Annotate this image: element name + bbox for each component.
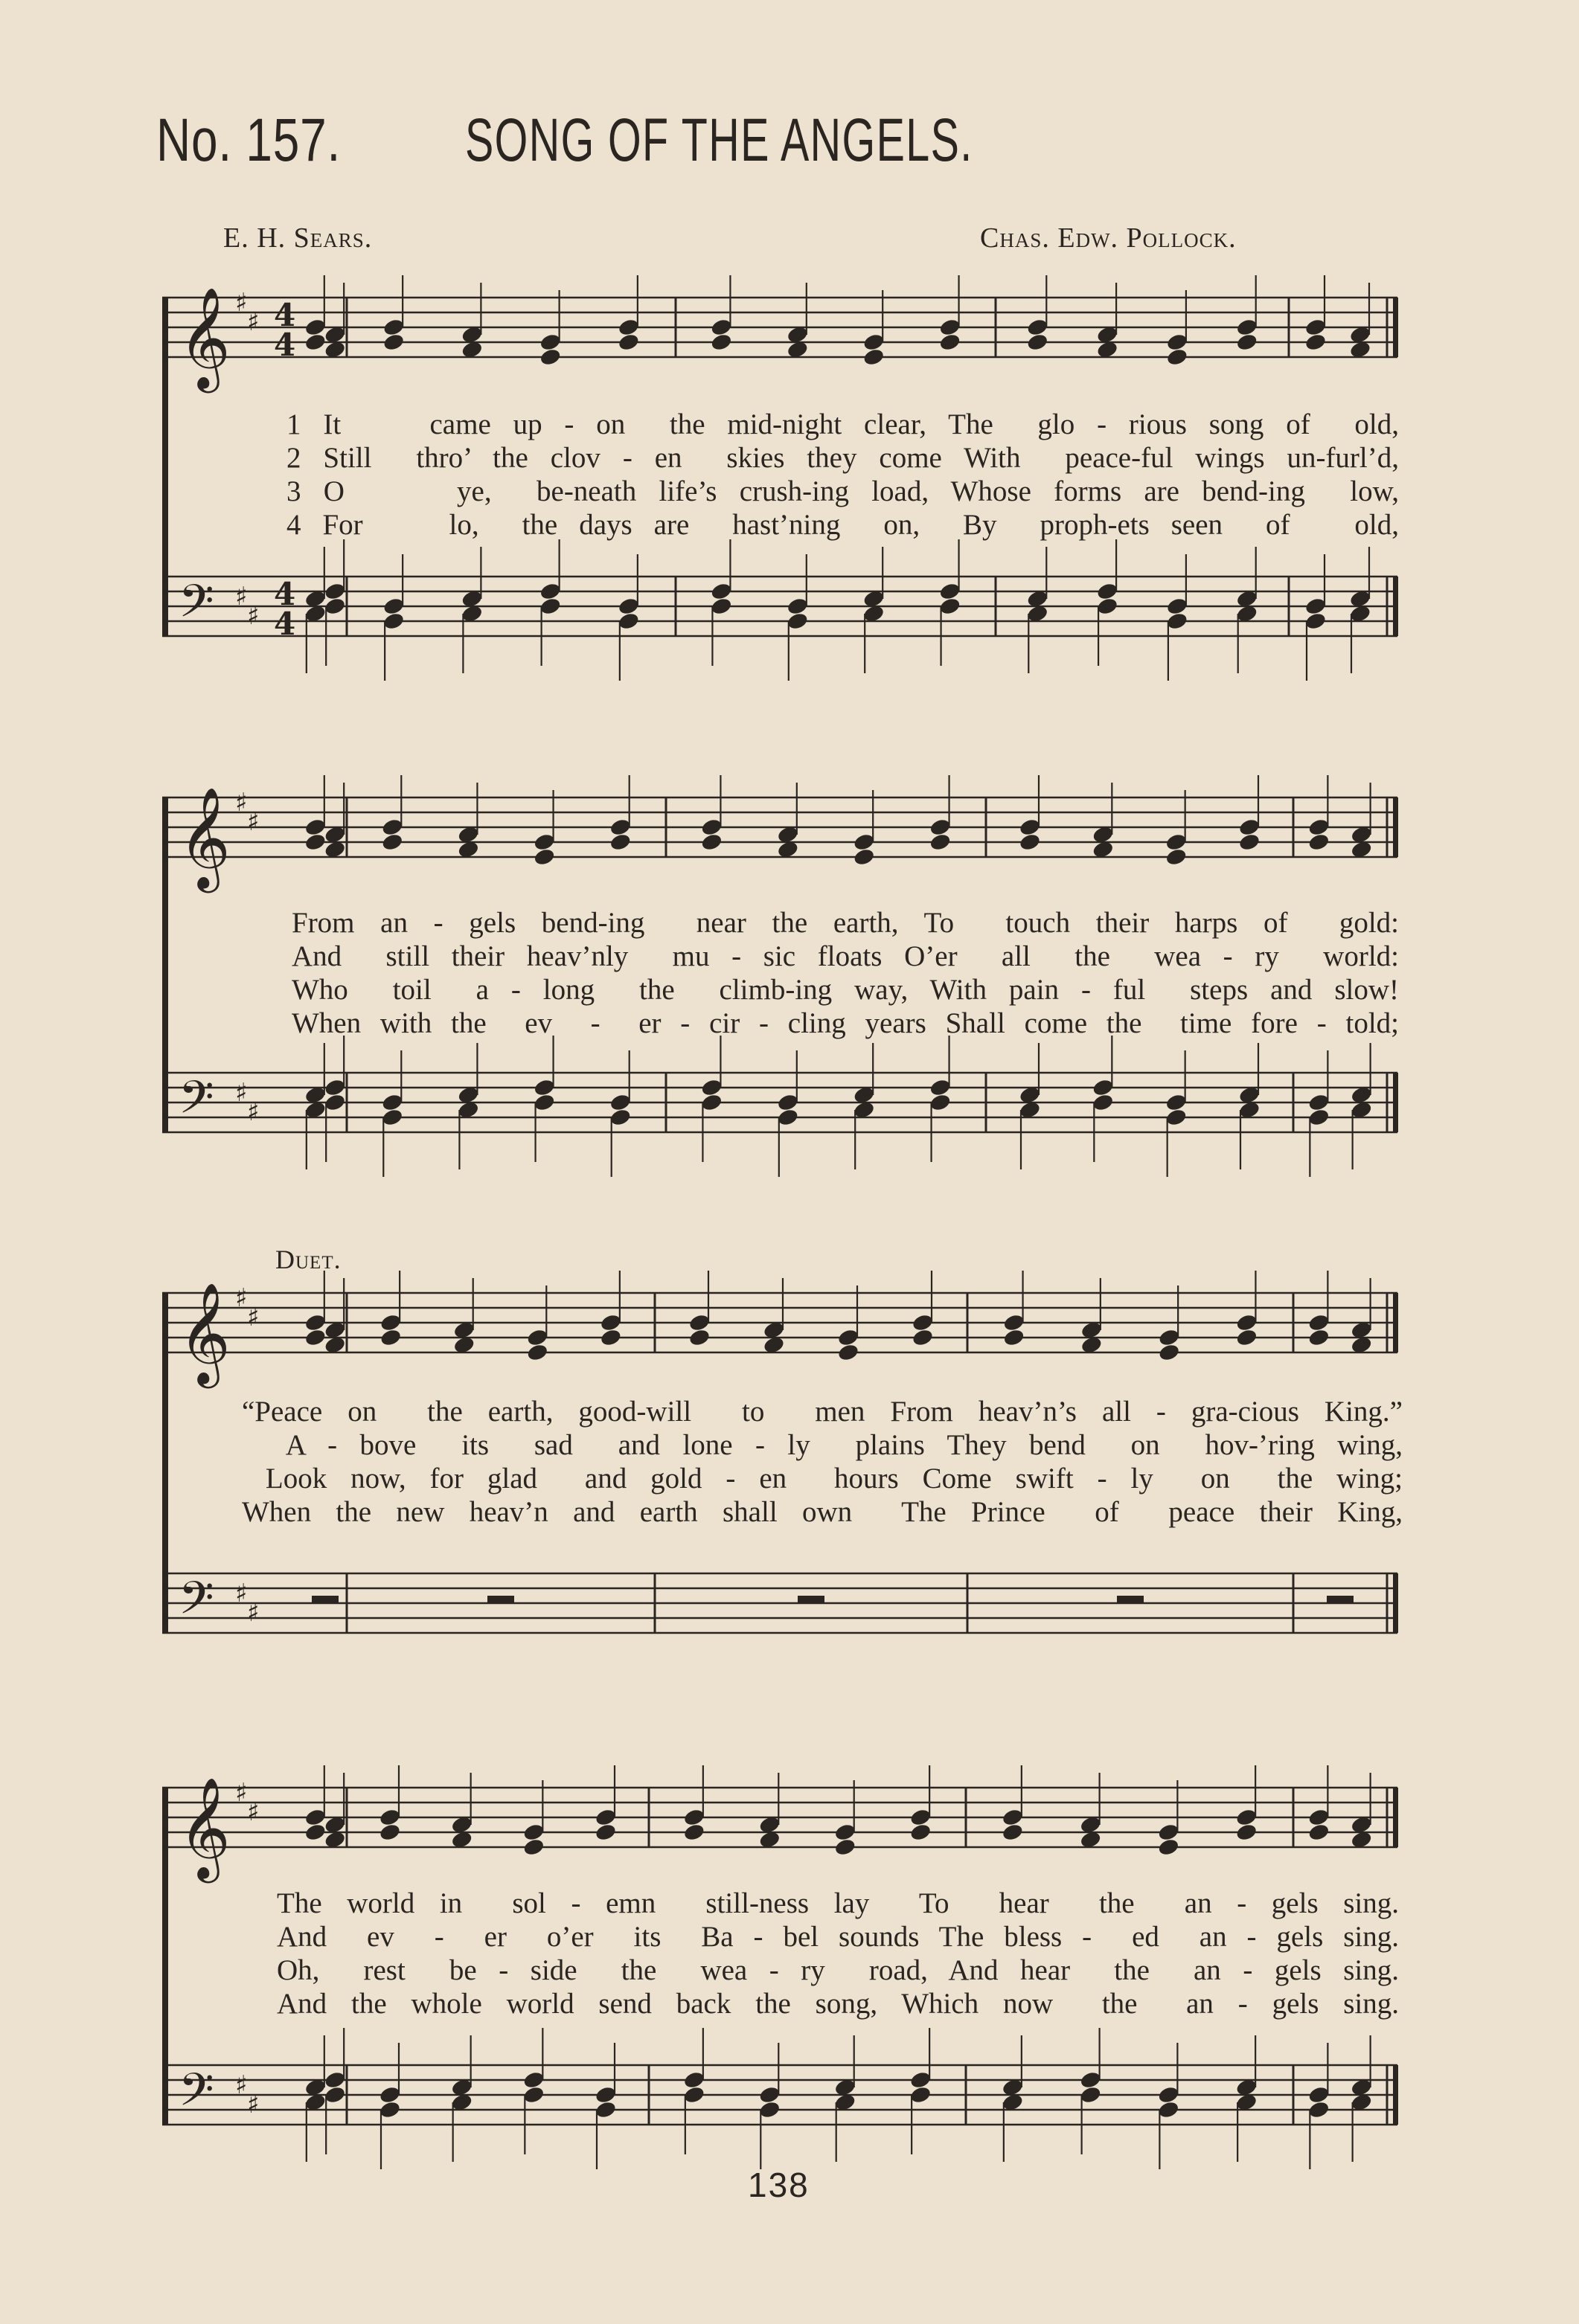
treble-clef: 𝄞 xyxy=(179,1776,231,1878)
hymn-number: No. 157. xyxy=(156,106,342,174)
note-head xyxy=(1001,1823,1024,1842)
time-signature-bottom: 4 xyxy=(274,327,296,363)
note-head xyxy=(909,2070,932,2090)
lyric-line: When with the ev - er - cir - cling years Shall come the time fore - told; xyxy=(292,1007,1399,1039)
note-head xyxy=(929,818,952,837)
note-head xyxy=(617,612,640,631)
system-bracket xyxy=(162,1788,168,2125)
note-head xyxy=(1235,1823,1258,1842)
note-head xyxy=(682,2070,705,2090)
sharp-sign: ♯ xyxy=(235,1283,248,1313)
note-head xyxy=(381,818,404,837)
final-barline xyxy=(1393,1073,1398,1132)
sharp-sign: ♯ xyxy=(247,1797,260,1827)
note-head xyxy=(938,597,961,616)
note-head xyxy=(533,832,556,852)
note-head xyxy=(1165,347,1188,367)
note-head xyxy=(382,333,406,352)
note-head xyxy=(853,832,876,852)
note-head xyxy=(833,1837,856,1857)
note-head xyxy=(912,1328,935,1347)
lyric-line: And ev - er o’er its Ba - bel sounds The bless - ed an - gels sing. xyxy=(277,1921,1399,1953)
note-head xyxy=(526,1343,549,1362)
lyric-line: Look now, for glad and gold - en hours Come swift - ly on the wing; xyxy=(242,1463,1403,1495)
note-head xyxy=(1165,847,1188,867)
page-number: 138 xyxy=(748,2166,810,2204)
sharp-sign: ♯ xyxy=(235,1579,248,1608)
lyric-line: And the whole world send back the song, Which now the an - gels sing. xyxy=(277,1988,1399,2020)
note-head xyxy=(304,333,327,352)
note-head xyxy=(1026,318,1049,337)
note-head xyxy=(1158,1343,1181,1362)
note-head xyxy=(700,1093,723,1112)
note-head xyxy=(682,1823,705,1842)
treble-clef: 𝄞 xyxy=(179,1281,231,1384)
note-head xyxy=(938,333,961,352)
note-head xyxy=(324,582,347,601)
note-head xyxy=(1304,597,1327,616)
final-barline xyxy=(1393,2065,1398,2125)
note-head xyxy=(862,333,885,352)
note-head xyxy=(1307,818,1330,837)
note-head xyxy=(1096,597,1119,616)
note-head xyxy=(1165,333,1188,352)
lyric-line: “Peace on the earth, good-will to men From heav’n’s all - gra-cious King.” xyxy=(242,1396,1403,1428)
sharp-sign: ♯ xyxy=(235,1078,248,1108)
sharp-sign: ♯ xyxy=(235,2070,248,2100)
sharp-sign: ♯ xyxy=(235,582,248,612)
note-head xyxy=(710,597,733,616)
note-head xyxy=(1235,318,1258,337)
lyric-line: 3 O ye, be-neath life’s crush-ing load, Whose forms are bend-ing low, xyxy=(286,475,1399,507)
system-3-lyrics xyxy=(242,1395,1403,1529)
lyric-line: And still their heav’nly mu - sic floats O’er all the wea - ry world: xyxy=(292,940,1399,972)
note-head xyxy=(1235,1808,1258,1827)
note-head xyxy=(700,1078,723,1097)
note-head xyxy=(522,2070,545,2090)
lyric-line: 1 It came up - on the mid-night clear, The glo - rious song of old, xyxy=(286,408,1399,440)
note-head xyxy=(382,612,406,631)
note-head xyxy=(1157,2100,1180,2119)
note-head xyxy=(1307,2100,1330,2119)
note-head xyxy=(1307,1093,1330,1112)
note-head xyxy=(700,818,723,837)
note-head xyxy=(304,1808,327,1827)
note-head xyxy=(617,333,640,352)
note-head xyxy=(1165,597,1188,616)
note-head xyxy=(379,1313,403,1332)
system-1-lyrics xyxy=(286,408,1399,542)
note-head xyxy=(522,1823,545,1842)
note-head xyxy=(304,1823,327,1842)
note-head xyxy=(837,1343,860,1362)
sharp-sign: ♯ xyxy=(247,1598,260,1628)
note-head xyxy=(710,582,733,601)
note-head xyxy=(599,1313,622,1332)
note-head xyxy=(599,1328,622,1347)
note-head xyxy=(382,318,406,337)
note-head xyxy=(688,1328,711,1347)
final-barline xyxy=(1393,1788,1398,1847)
note-head xyxy=(776,1093,799,1112)
note-head xyxy=(1002,1328,1025,1347)
note-head xyxy=(837,1328,860,1347)
note-head xyxy=(929,1078,952,1097)
note-head xyxy=(1002,1313,1025,1332)
bass-clef: 𝄢 xyxy=(179,2064,214,2128)
note-head xyxy=(1238,818,1261,837)
note-head xyxy=(1096,582,1119,601)
system-4-lyrics xyxy=(277,1887,1399,2020)
note-head xyxy=(909,1823,932,1842)
note-head xyxy=(1157,2085,1180,2105)
note-head xyxy=(381,1108,404,1127)
note-head xyxy=(688,1313,711,1332)
note-head xyxy=(324,1093,347,1112)
note-head xyxy=(539,597,562,616)
note-head xyxy=(1165,832,1188,852)
sharp-sign: ♯ xyxy=(235,788,248,818)
note-head xyxy=(1307,1108,1330,1127)
whole-rest xyxy=(798,1596,824,1603)
lyric-line: The world in sol - emn still-ness lay To hear the an - gels sing. xyxy=(277,1887,1399,1919)
final-barline xyxy=(1393,1573,1398,1633)
note-head xyxy=(1307,1808,1330,1827)
note-head xyxy=(1157,1837,1180,1857)
note-head xyxy=(786,612,809,631)
bass-clef: 𝄢 xyxy=(179,1071,214,1135)
note-head xyxy=(862,347,885,367)
note-head xyxy=(1235,1328,1258,1347)
note-head xyxy=(1026,333,1049,352)
note-head xyxy=(1304,333,1327,352)
note-head xyxy=(1307,832,1330,852)
time-signature-bottom: 4 xyxy=(274,606,296,642)
note-head xyxy=(929,1093,952,1112)
note-head xyxy=(1019,832,1042,852)
bass-clef: 𝄢 xyxy=(179,1572,214,1636)
bass-clef: 𝄢 xyxy=(179,575,214,639)
note-head xyxy=(304,832,327,852)
words-author: E. H. Sears. xyxy=(223,222,373,254)
note-head xyxy=(324,597,347,616)
note-head xyxy=(304,1313,327,1332)
final-barline xyxy=(1393,1293,1398,1352)
note-head xyxy=(379,1823,402,1842)
music-composer: Chas. Edw. Pollock. xyxy=(980,222,1237,254)
note-head xyxy=(938,318,961,337)
note-head xyxy=(786,597,809,616)
note-head xyxy=(324,2070,347,2090)
note-head xyxy=(609,818,632,837)
note-head xyxy=(1238,832,1261,852)
note-head xyxy=(682,2085,705,2105)
note-head xyxy=(1019,818,1042,837)
note-head xyxy=(609,832,632,852)
sharp-sign: ♯ xyxy=(247,601,260,631)
sharp-sign: ♯ xyxy=(247,1303,260,1332)
note-head xyxy=(909,1808,932,1827)
note-head xyxy=(379,1328,403,1347)
note-head xyxy=(522,1837,545,1857)
whole-rest xyxy=(487,1596,514,1603)
note-head xyxy=(617,318,640,337)
note-head xyxy=(909,2085,932,2105)
note-head xyxy=(682,1808,705,1827)
lyric-line: When the new heav’n and earth shall own The Prince of peace their King, xyxy=(242,1496,1403,1528)
note-head xyxy=(617,597,640,616)
note-head xyxy=(539,582,562,601)
note-head xyxy=(700,832,723,852)
note-head xyxy=(609,1108,632,1127)
note-head xyxy=(539,333,562,352)
note-head xyxy=(382,597,406,616)
final-barline xyxy=(1393,797,1398,857)
note-head xyxy=(1079,2085,1102,2105)
whole-rest xyxy=(1117,1596,1144,1603)
note-head xyxy=(533,1093,556,1112)
note-head xyxy=(1079,2070,1102,2090)
note-head xyxy=(595,2100,618,2119)
system-bracket xyxy=(162,1293,168,1633)
note-head xyxy=(929,832,952,852)
note-head xyxy=(379,2085,402,2105)
note-head xyxy=(1307,1823,1330,1842)
note-head xyxy=(833,1823,856,1842)
sharp-sign: ♯ xyxy=(247,307,260,337)
sharp-sign: ♯ xyxy=(247,1097,260,1127)
note-head xyxy=(710,318,733,337)
note-head xyxy=(324,2085,347,2105)
note-head xyxy=(1092,1078,1115,1097)
note-head xyxy=(1165,612,1188,631)
note-head xyxy=(758,2100,781,2119)
note-head xyxy=(539,347,562,367)
note-head xyxy=(595,1808,618,1827)
note-head xyxy=(609,1093,632,1112)
note-head xyxy=(379,2100,402,2119)
note-head xyxy=(595,1823,618,1842)
time-signature-top: 4 xyxy=(274,297,296,333)
treble-clef: 𝄞 xyxy=(179,286,231,388)
note-head xyxy=(938,582,961,601)
note-head xyxy=(381,1093,404,1112)
lyric-line: Who toil a - long the climb-ing way, With pain - ful steps and slow! xyxy=(292,974,1399,1006)
note-head xyxy=(522,2085,545,2105)
note-head xyxy=(1304,612,1327,631)
note-head xyxy=(912,1313,935,1332)
note-head xyxy=(1001,1808,1024,1827)
note-head xyxy=(710,333,733,352)
note-head xyxy=(533,847,556,867)
note-head xyxy=(1235,1313,1258,1332)
note-head xyxy=(379,1808,402,1827)
lyric-line: 2 Still thro’ the clov - en skies they come With peace-ful wings un-furl’d, xyxy=(286,442,1399,474)
treble-clef: 𝄞 xyxy=(179,786,231,888)
note-head xyxy=(1165,1093,1188,1112)
note-head xyxy=(304,1328,327,1347)
note-head xyxy=(1307,1328,1330,1347)
final-barline xyxy=(1393,577,1398,636)
lyric-line: From an - gels bend-ing near the earth, To touch their harps of gold: xyxy=(292,907,1399,939)
note-head xyxy=(1304,318,1327,337)
note-head xyxy=(526,1328,549,1347)
note-head xyxy=(533,1078,556,1097)
final-barline xyxy=(1393,298,1398,357)
sharp-sign: ♯ xyxy=(247,807,260,837)
note-head xyxy=(381,832,404,852)
note-head xyxy=(853,847,876,867)
duet-label: Duet. xyxy=(275,1245,342,1274)
note-head xyxy=(1158,1328,1181,1347)
note-head xyxy=(1235,333,1258,352)
system-bracket xyxy=(162,797,168,1132)
note-head xyxy=(304,318,327,337)
whole-rest xyxy=(1327,1596,1354,1603)
sharp-sign: ♯ xyxy=(247,2090,260,2119)
sharp-sign: ♯ xyxy=(235,288,248,318)
lyric-line: Oh, rest be - side the wea - ry road, And hear the an - gels sing. xyxy=(277,1954,1399,1986)
note-head xyxy=(758,2085,781,2105)
lyric-line: A - bove its sad and lone - ly plains They bend on hov-’ring wing, xyxy=(242,1429,1403,1461)
note-head xyxy=(324,1078,347,1097)
note-head xyxy=(1157,1823,1180,1842)
sharp-sign: ♯ xyxy=(235,1778,248,1808)
note-head xyxy=(1307,1313,1330,1332)
system-bracket xyxy=(162,298,168,636)
note-head xyxy=(595,2085,618,2105)
note-head xyxy=(776,1108,799,1127)
system-2-lyrics xyxy=(292,906,1399,1040)
time-signature-top: 4 xyxy=(274,576,296,612)
note-head xyxy=(1307,2085,1330,2105)
hymn-title: SONG OF THE ANGELS. xyxy=(465,106,973,174)
note-head xyxy=(1165,1108,1188,1127)
note-head xyxy=(304,818,327,837)
whole-rest xyxy=(312,1596,339,1603)
note-head xyxy=(1092,1093,1115,1112)
lyric-line: 4 For lo, the days are hast’ning on, By proph-ets seen of old, xyxy=(286,509,1399,541)
